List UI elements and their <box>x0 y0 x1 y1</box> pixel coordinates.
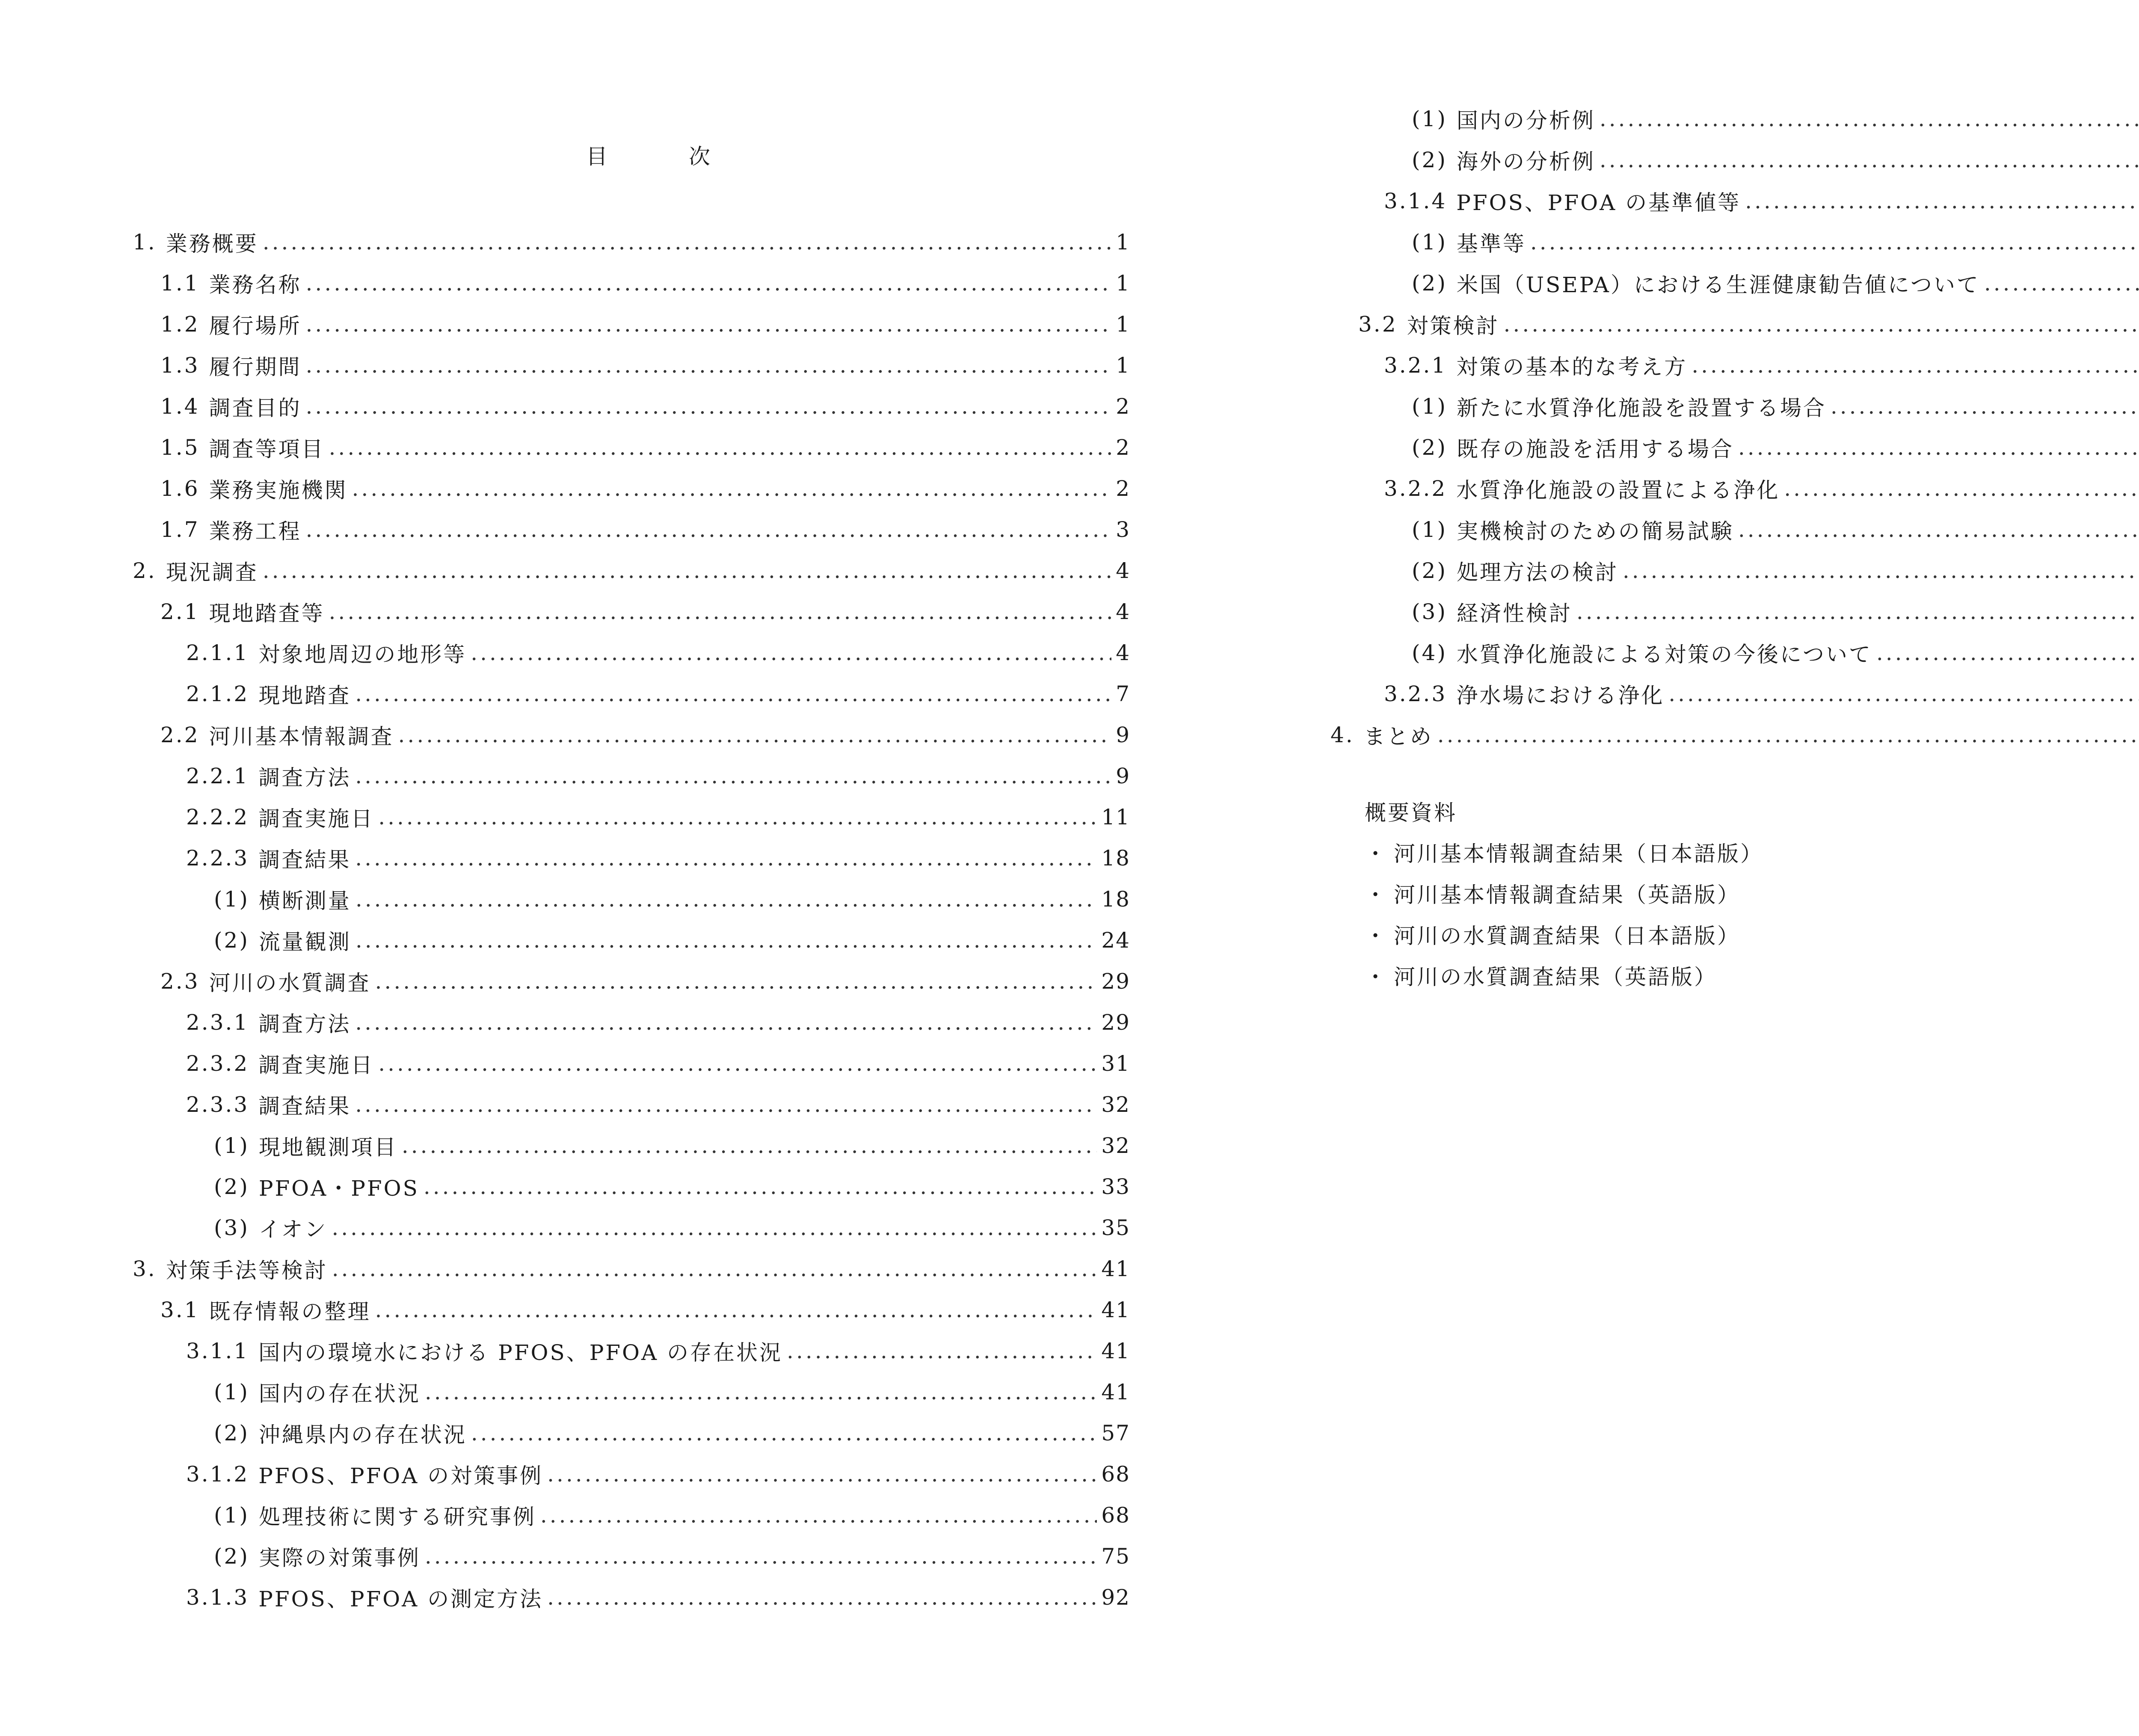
entry-title: 新たに水質浄化施設を設置する場合 <box>1456 396 1826 421</box>
entry-number: (2) <box>214 1421 249 1446</box>
toc-entry[interactable] <box>133 632 1130 673</box>
toc-entry[interactable] <box>133 1454 1130 1495</box>
entry-number: (2) <box>1412 558 1447 583</box>
entry-title: 現地踏査 <box>258 683 351 708</box>
dot-leader <box>425 1380 1097 1404</box>
dot-leader <box>1437 723 2139 747</box>
dot-leader <box>355 681 1111 706</box>
toc-entry[interactable] <box>133 714 1130 755</box>
entry-number: 1.1 <box>160 271 200 296</box>
entry-title: 業務概要 <box>166 231 258 256</box>
entry-page: 4 <box>1116 640 1130 665</box>
entry-title: 水質浄化施設の設置による浄化 <box>1456 478 1780 503</box>
toc-entry[interactable] <box>133 1413 1130 1454</box>
toc-entry[interactable] <box>133 1330 1130 1372</box>
entry-title: PFOS、PFOA の基準値等 <box>1456 190 1741 215</box>
entry-title: 流量観測 <box>258 930 351 954</box>
entry-number: (2) <box>1412 148 1447 172</box>
entry-page: 29 <box>1101 1010 1130 1035</box>
entry-title: イオン <box>258 1217 328 1242</box>
dot-leader <box>375 1298 1097 1322</box>
entry-number: 2.3.3 <box>186 1092 249 1117</box>
bullet: ・ <box>1365 883 1388 907</box>
entry-page: 57 <box>1101 1421 1130 1446</box>
toc-entry[interactable] <box>1330 345 2139 386</box>
toc-entry[interactable] <box>133 1002 1130 1043</box>
toc-entry[interactable] <box>1330 98 2139 139</box>
entry-title: PFOA・PFOS <box>258 1176 419 1201</box>
entry-number: 2.2.1 <box>186 764 249 788</box>
toc-entry[interactable] <box>133 1495 1130 1536</box>
entry-number: 2.3.2 <box>186 1051 249 1076</box>
toc-entry[interactable] <box>1330 386 2139 427</box>
entry-title: 調査方法 <box>258 765 351 790</box>
dot-leader <box>1738 517 2139 542</box>
entry-number: 2.2.2 <box>186 805 249 829</box>
toc-entry[interactable] <box>133 1289 1130 1330</box>
dot-leader <box>355 1092 1097 1117</box>
entry-page: 24 <box>1101 928 1130 953</box>
entry-number: (1) <box>1412 107 1447 131</box>
appendix-item-label: 河川の水質調査結果（英語版） <box>1394 965 1717 989</box>
entry-title: 調査等項目 <box>209 437 325 462</box>
appendix-title: 概要資料 <box>1365 800 1457 825</box>
toc-entry[interactable] <box>133 1166 1130 1207</box>
toc-entry[interactable] <box>133 468 1130 509</box>
entry-title: 履行場所 <box>209 314 302 338</box>
entry-number: 1.4 <box>160 394 200 419</box>
entry-title: 水質浄化施設による対策の今後について <box>1456 642 1872 667</box>
entry-number: 3.1.1 <box>186 1339 249 1363</box>
toc-entry[interactable] <box>133 797 1130 838</box>
entry-title: 現況調査 <box>166 560 258 585</box>
dot-leader <box>378 805 1097 829</box>
toc-right-column <box>1330 98 2139 755</box>
appendix-item[interactable] <box>1365 955 1763 996</box>
dot-leader <box>471 640 1111 665</box>
entry-page: 1 <box>1116 230 1130 255</box>
entry-page: 1 <box>1116 271 1130 296</box>
entry-number: 1. <box>133 230 157 255</box>
entry-page: 2 <box>1116 476 1130 501</box>
entry-page: 4 <box>1116 558 1130 583</box>
entry-number: 1.7 <box>160 517 200 542</box>
entry-page: 4 <box>1116 599 1130 624</box>
entry-number: (1) <box>1412 394 1447 419</box>
dot-leader <box>332 1256 1097 1281</box>
entry-number: 4. <box>1330 723 1354 747</box>
entry-title: 対策手法等検討 <box>166 1258 328 1283</box>
entry-number: (1) <box>214 1380 249 1404</box>
entry-title: 既存の施設を活用する場合 <box>1456 437 1734 462</box>
entry-number: (1) <box>1412 230 1447 255</box>
entry-number: 2.1.1 <box>186 640 249 665</box>
entry-number: 1.3 <box>160 353 200 378</box>
entry-number: 2.2.3 <box>186 846 249 871</box>
entry-title: 業務工程 <box>209 519 302 544</box>
entry-number: (2) <box>214 1174 249 1199</box>
toc-entry[interactable] <box>133 1084 1130 1125</box>
dot-leader <box>1745 189 2139 213</box>
entry-number: (3) <box>214 1215 249 1240</box>
entry-title: 国内の存在状況 <box>258 1381 421 1406</box>
entry-title: 基準等 <box>1456 231 1526 256</box>
entry-title: 調査実施日 <box>258 806 374 831</box>
toc-entry[interactable] <box>133 673 1130 714</box>
entry-page: 31 <box>1101 1051 1130 1076</box>
toc-entry[interactable] <box>1330 263 2139 304</box>
dot-leader <box>356 887 1097 912</box>
dot-leader <box>424 1174 1097 1199</box>
toc-entry[interactable] <box>1330 181 2139 222</box>
entry-title: PFOS、PFOA の測定方法 <box>258 1587 543 1612</box>
toc-left-column <box>133 222 1130 1618</box>
entry-number: 2.2 <box>160 723 200 747</box>
toc-entry[interactable] <box>1330 509 2139 550</box>
entry-page: 92 <box>1101 1585 1130 1610</box>
toc-entry[interactable] <box>133 1207 1130 1248</box>
appendix-item-label: 河川基本情報調査結果（英語版） <box>1394 883 1740 907</box>
appendix-item-label: 河川の水質調査結果（日本語版） <box>1394 924 1740 948</box>
toc-entry[interactable] <box>133 755 1130 797</box>
entry-page: 18 <box>1101 846 1130 871</box>
entry-page: 29 <box>1101 969 1130 994</box>
entry-title: 業務名称 <box>209 273 302 297</box>
dot-leader <box>263 558 1111 583</box>
dot-leader <box>547 1462 1097 1487</box>
entry-title: 浄水場における浄化 <box>1456 683 1665 708</box>
entry-page: 2 <box>1116 394 1130 419</box>
dot-leader <box>355 846 1097 871</box>
toc-entry[interactable] <box>133 1372 1130 1413</box>
dot-leader <box>306 271 1112 296</box>
entry-title: 国内の環境水における PFOS、PFOA の存在状況 <box>258 1340 783 1365</box>
entry-page: 9 <box>1116 764 1130 788</box>
dot-leader <box>1876 640 2139 665</box>
dot-leader <box>352 476 1112 501</box>
entry-title: 対策検討 <box>1407 314 1499 338</box>
dot-leader <box>378 1051 1097 1076</box>
entry-number: 3.2 <box>1358 312 1398 337</box>
entry-number: (2) <box>214 928 249 953</box>
entry-title: 河川の水質調査 <box>209 971 371 995</box>
toc-entry[interactable] <box>133 304 1130 345</box>
entry-number: 3.1.2 <box>186 1462 249 1487</box>
entry-number: (2) <box>1412 271 1447 296</box>
dot-leader <box>375 969 1097 994</box>
toc-entry[interactable] <box>133 1577 1130 1618</box>
dot-leader <box>1600 107 2139 131</box>
toc-entry[interactable] <box>133 427 1130 468</box>
entry-number: 2.3 <box>160 969 200 994</box>
entry-title: 既存情報の整理 <box>209 1299 371 1324</box>
bullet: ・ <box>1365 924 1388 948</box>
entry-number: (2) <box>1412 435 1447 460</box>
dot-leader <box>306 517 1112 542</box>
entry-number: (2) <box>214 1544 249 1569</box>
dot-leader <box>306 394 1112 419</box>
toc-entry[interactable] <box>133 1043 1130 1084</box>
toc-entry[interactable] <box>1330 714 2139 755</box>
toc-entry[interactable] <box>133 386 1130 427</box>
entry-number: (1) <box>214 1133 249 1158</box>
entry-page: 7 <box>1116 681 1130 706</box>
dot-leader <box>402 1133 1097 1158</box>
entry-title: 調査目的 <box>209 396 302 421</box>
dot-leader <box>1668 681 2139 706</box>
entry-page: 68 <box>1101 1462 1130 1487</box>
entry-title: 沖縄県内の存在状況 <box>258 1422 467 1447</box>
toc-entry[interactable] <box>133 263 1130 304</box>
appendix-item[interactable] <box>1365 873 1763 914</box>
toc-entry[interactable] <box>1330 222 2139 263</box>
entry-page: 11 <box>1101 805 1130 829</box>
entry-number: 1.2 <box>160 312 200 337</box>
toc-entry[interactable] <box>1330 427 2139 468</box>
toc-entry[interactable] <box>133 222 1130 263</box>
toc-entry[interactable] <box>1330 139 2139 181</box>
toc-entry[interactable] <box>133 345 1130 386</box>
entry-number: 2.3.1 <box>186 1010 249 1035</box>
dot-leader <box>471 1421 1097 1446</box>
dot-leader <box>1623 558 2139 583</box>
entry-title: 経済性検討 <box>1456 601 1572 626</box>
entry-number: 3.1 <box>160 1298 200 1322</box>
entry-page: 41 <box>1101 1298 1130 1322</box>
entry-page: 41 <box>1101 1256 1130 1281</box>
entry-title: 調査方法 <box>258 1012 351 1037</box>
entry-page: 75 <box>1101 1544 1130 1569</box>
dot-leader <box>1784 476 2139 501</box>
entry-number: (4) <box>1412 640 1447 665</box>
dot-leader <box>306 312 1112 337</box>
entry-number: 3.2.3 <box>1384 681 1447 706</box>
dot-leader <box>355 1010 1097 1035</box>
entry-number: 3.1.4 <box>1384 189 1447 213</box>
dot-leader <box>1530 230 2139 255</box>
entry-title: 調査結果 <box>258 1094 351 1119</box>
entry-title: 実機検討のための簡易試験 <box>1456 519 1734 544</box>
entry-number: (1) <box>214 887 249 912</box>
dot-leader <box>540 1503 1097 1528</box>
dot-leader <box>1504 312 2139 337</box>
entry-number: (3) <box>1412 599 1447 624</box>
bullet: ・ <box>1365 841 1388 866</box>
entry-page: 18 <box>1101 887 1130 912</box>
entry-page: 2 <box>1116 435 1130 460</box>
entry-page: 9 <box>1116 723 1130 747</box>
entry-title: PFOS、PFOA の対策事例 <box>258 1463 543 1488</box>
toc-entry[interactable] <box>1330 550 2139 591</box>
entry-title: 調査実施日 <box>258 1053 374 1078</box>
appendix-item[interactable] <box>1365 832 1763 873</box>
toc-entry[interactable] <box>133 509 1130 550</box>
dot-leader <box>332 1215 1097 1240</box>
entry-number: (1) <box>1412 517 1447 542</box>
entry-page: 32 <box>1101 1092 1130 1117</box>
entry-number: 3. <box>133 1256 157 1281</box>
entry-number: 3.2.2 <box>1384 476 1447 501</box>
entry-number: 2.1.2 <box>186 681 249 706</box>
dot-leader <box>398 723 1112 747</box>
entry-page: 1 <box>1116 353 1130 378</box>
page-title: 目 次 <box>586 144 740 169</box>
entry-page: 33 <box>1101 1174 1130 1199</box>
toc-entry[interactable] <box>133 1125 1130 1166</box>
toc-entry[interactable] <box>133 1536 1130 1577</box>
entry-title: 実際の対策事例 <box>258 1546 421 1570</box>
dot-leader <box>329 599 1112 624</box>
entry-number: 1.6 <box>160 476 200 501</box>
entry-title: 河川基本情報調査 <box>209 724 394 749</box>
toc-entry[interactable] <box>133 879 1130 920</box>
entry-title: 現地観測項目 <box>258 1135 397 1160</box>
dot-leader <box>1576 599 2139 624</box>
entry-title: 対象地周辺の地形等 <box>258 642 467 667</box>
dot-leader <box>329 435 1112 460</box>
dot-leader <box>263 230 1111 255</box>
entry-page: 41 <box>1101 1339 1130 1363</box>
entry-number: 1.5 <box>160 435 200 460</box>
entry-title: 横断測量 <box>258 889 351 913</box>
dot-leader <box>355 764 1111 788</box>
toc-entry[interactable] <box>133 1248 1130 1289</box>
entry-title: 国内の分析例 <box>1456 108 1595 133</box>
entry-page: 35 <box>1101 1215 1130 1240</box>
toc-entry[interactable] <box>133 550 1130 591</box>
appendix-list <box>1365 791 1763 996</box>
entry-title: 業務実施機関 <box>209 478 348 503</box>
entry-title: 調査結果 <box>258 847 351 872</box>
dot-leader <box>306 353 1112 378</box>
toc-entry[interactable] <box>1330 673 2139 714</box>
toc-entry[interactable] <box>1330 591 2139 632</box>
entry-number: 3.1.3 <box>186 1585 249 1610</box>
entry-title: 処理方法の検討 <box>1456 560 1618 585</box>
entry-title: 処理技術に関する研究事例 <box>258 1505 536 1529</box>
toc-entry[interactable] <box>133 591 1130 632</box>
toc-entry[interactable] <box>1330 304 2139 345</box>
dot-leader <box>547 1585 1097 1610</box>
entry-title: まとめ <box>1363 724 1433 749</box>
toc-entry[interactable] <box>1330 468 2139 509</box>
dot-leader <box>1738 435 2139 460</box>
entry-page: 3 <box>1116 517 1130 542</box>
toc-entry[interactable] <box>1330 632 2139 673</box>
appendix-item-label: 河川基本情報調査結果（日本語版） <box>1394 841 1763 866</box>
toc-entry[interactable] <box>133 961 1130 1002</box>
dot-leader <box>425 1544 1097 1569</box>
toc-entry[interactable] <box>133 838 1130 879</box>
bullet: ・ <box>1365 965 1388 989</box>
entry-page: 1 <box>1116 312 1130 337</box>
entry-title: 現地踏査等 <box>209 601 325 626</box>
entry-number: 3.2.1 <box>1384 353 1447 378</box>
entry-title: 履行期間 <box>209 355 302 379</box>
dot-leader <box>1984 271 2139 296</box>
entry-number: 2. <box>133 558 157 583</box>
dot-leader <box>1600 148 2139 172</box>
entry-page: 68 <box>1101 1503 1130 1528</box>
appendix-item[interactable] <box>1365 914 1763 955</box>
entry-page: 32 <box>1101 1133 1130 1158</box>
dot-leader <box>356 928 1097 953</box>
entry-title: 米国（USEPA）における生涯健康勧告値について <box>1456 273 1980 297</box>
dot-leader <box>1831 394 2139 419</box>
toc-entry[interactable] <box>133 920 1130 961</box>
dot-leader <box>787 1339 1097 1363</box>
entry-title: 海外の分析例 <box>1456 149 1595 174</box>
entry-title: 対策の基本的な考え方 <box>1456 355 1688 379</box>
entry-number: 2.1 <box>160 599 200 624</box>
entry-page: 41 <box>1101 1380 1130 1404</box>
entry-number: (1) <box>214 1503 249 1528</box>
dot-leader <box>1692 353 2139 378</box>
